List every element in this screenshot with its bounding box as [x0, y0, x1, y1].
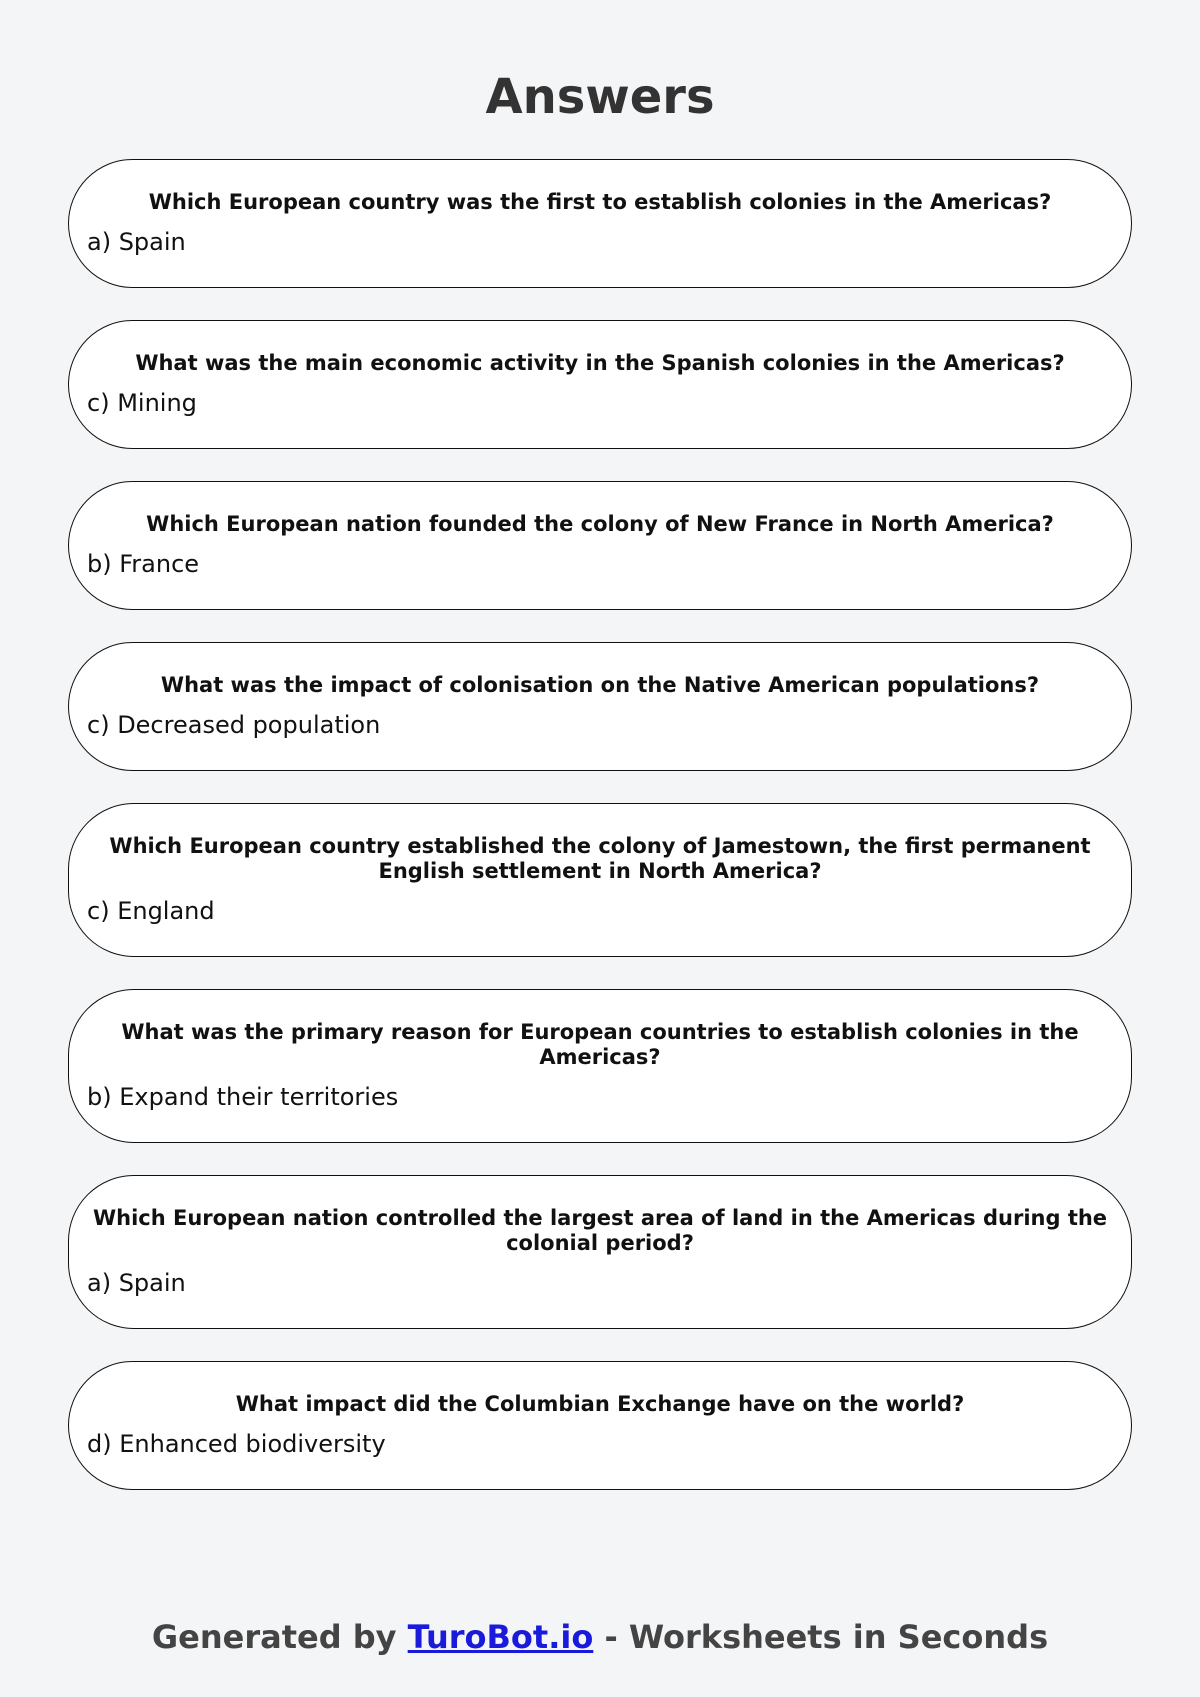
answer-card: [68, 481, 1132, 610]
question-text: What was the impact of colonisation on the Native American populations?: [160, 673, 1040, 697]
question-text: What impact did the Columbian Exchange have on the world?: [235, 1392, 965, 1416]
question-text: Which European nation controlled the largest area of land in the Americas during the colonial period?: [92, 1206, 1108, 1255]
answer-text: c) Mining: [87, 389, 197, 417]
answer-card: [68, 642, 1132, 771]
turobot-link[interactable]: TuroBot.io: [407, 1618, 594, 1656]
footer-suffix: - Worksheets in Seconds: [593, 1618, 1049, 1656]
answer-text: b) Expand their territories: [87, 1083, 399, 1111]
answer-text: a) Spain: [87, 228, 186, 256]
answer-text: d) Enhanced biodiversity: [87, 1430, 386, 1458]
answer-card: [68, 159, 1132, 288]
question-text: What was the main economic activity in the Spanish colonies in the Americas?: [135, 351, 1065, 375]
answer-card: [68, 1175, 1132, 1329]
answer-card: [68, 320, 1132, 449]
answer-text: c) England: [87, 897, 215, 925]
answer-text: b) France: [87, 550, 200, 578]
question-text: Which European country was the first to establish colonies in the Americas?: [148, 190, 1052, 214]
question-text: Which European country established the colony of Jamestown, the first permanent English settlement in North America?: [109, 834, 1091, 883]
answer-card: [68, 803, 1132, 957]
answer-text: a) Spain: [87, 1269, 186, 1297]
page-title: Answers: [485, 69, 715, 125]
question-text: What was the primary reason for European countries to establish colonies in the Americas?: [121, 1020, 1079, 1069]
answer-text: c) Decreased population: [87, 711, 381, 739]
question-text: Which European nation founded the colony of New France in North America?: [146, 512, 1054, 536]
footer: [0, 1617, 1200, 1657]
footer-prefix: Generated by: [151, 1618, 408, 1656]
answer-card: [68, 989, 1132, 1143]
answer-card: [68, 1361, 1132, 1490]
answer-list: [68, 159, 1132, 1522]
